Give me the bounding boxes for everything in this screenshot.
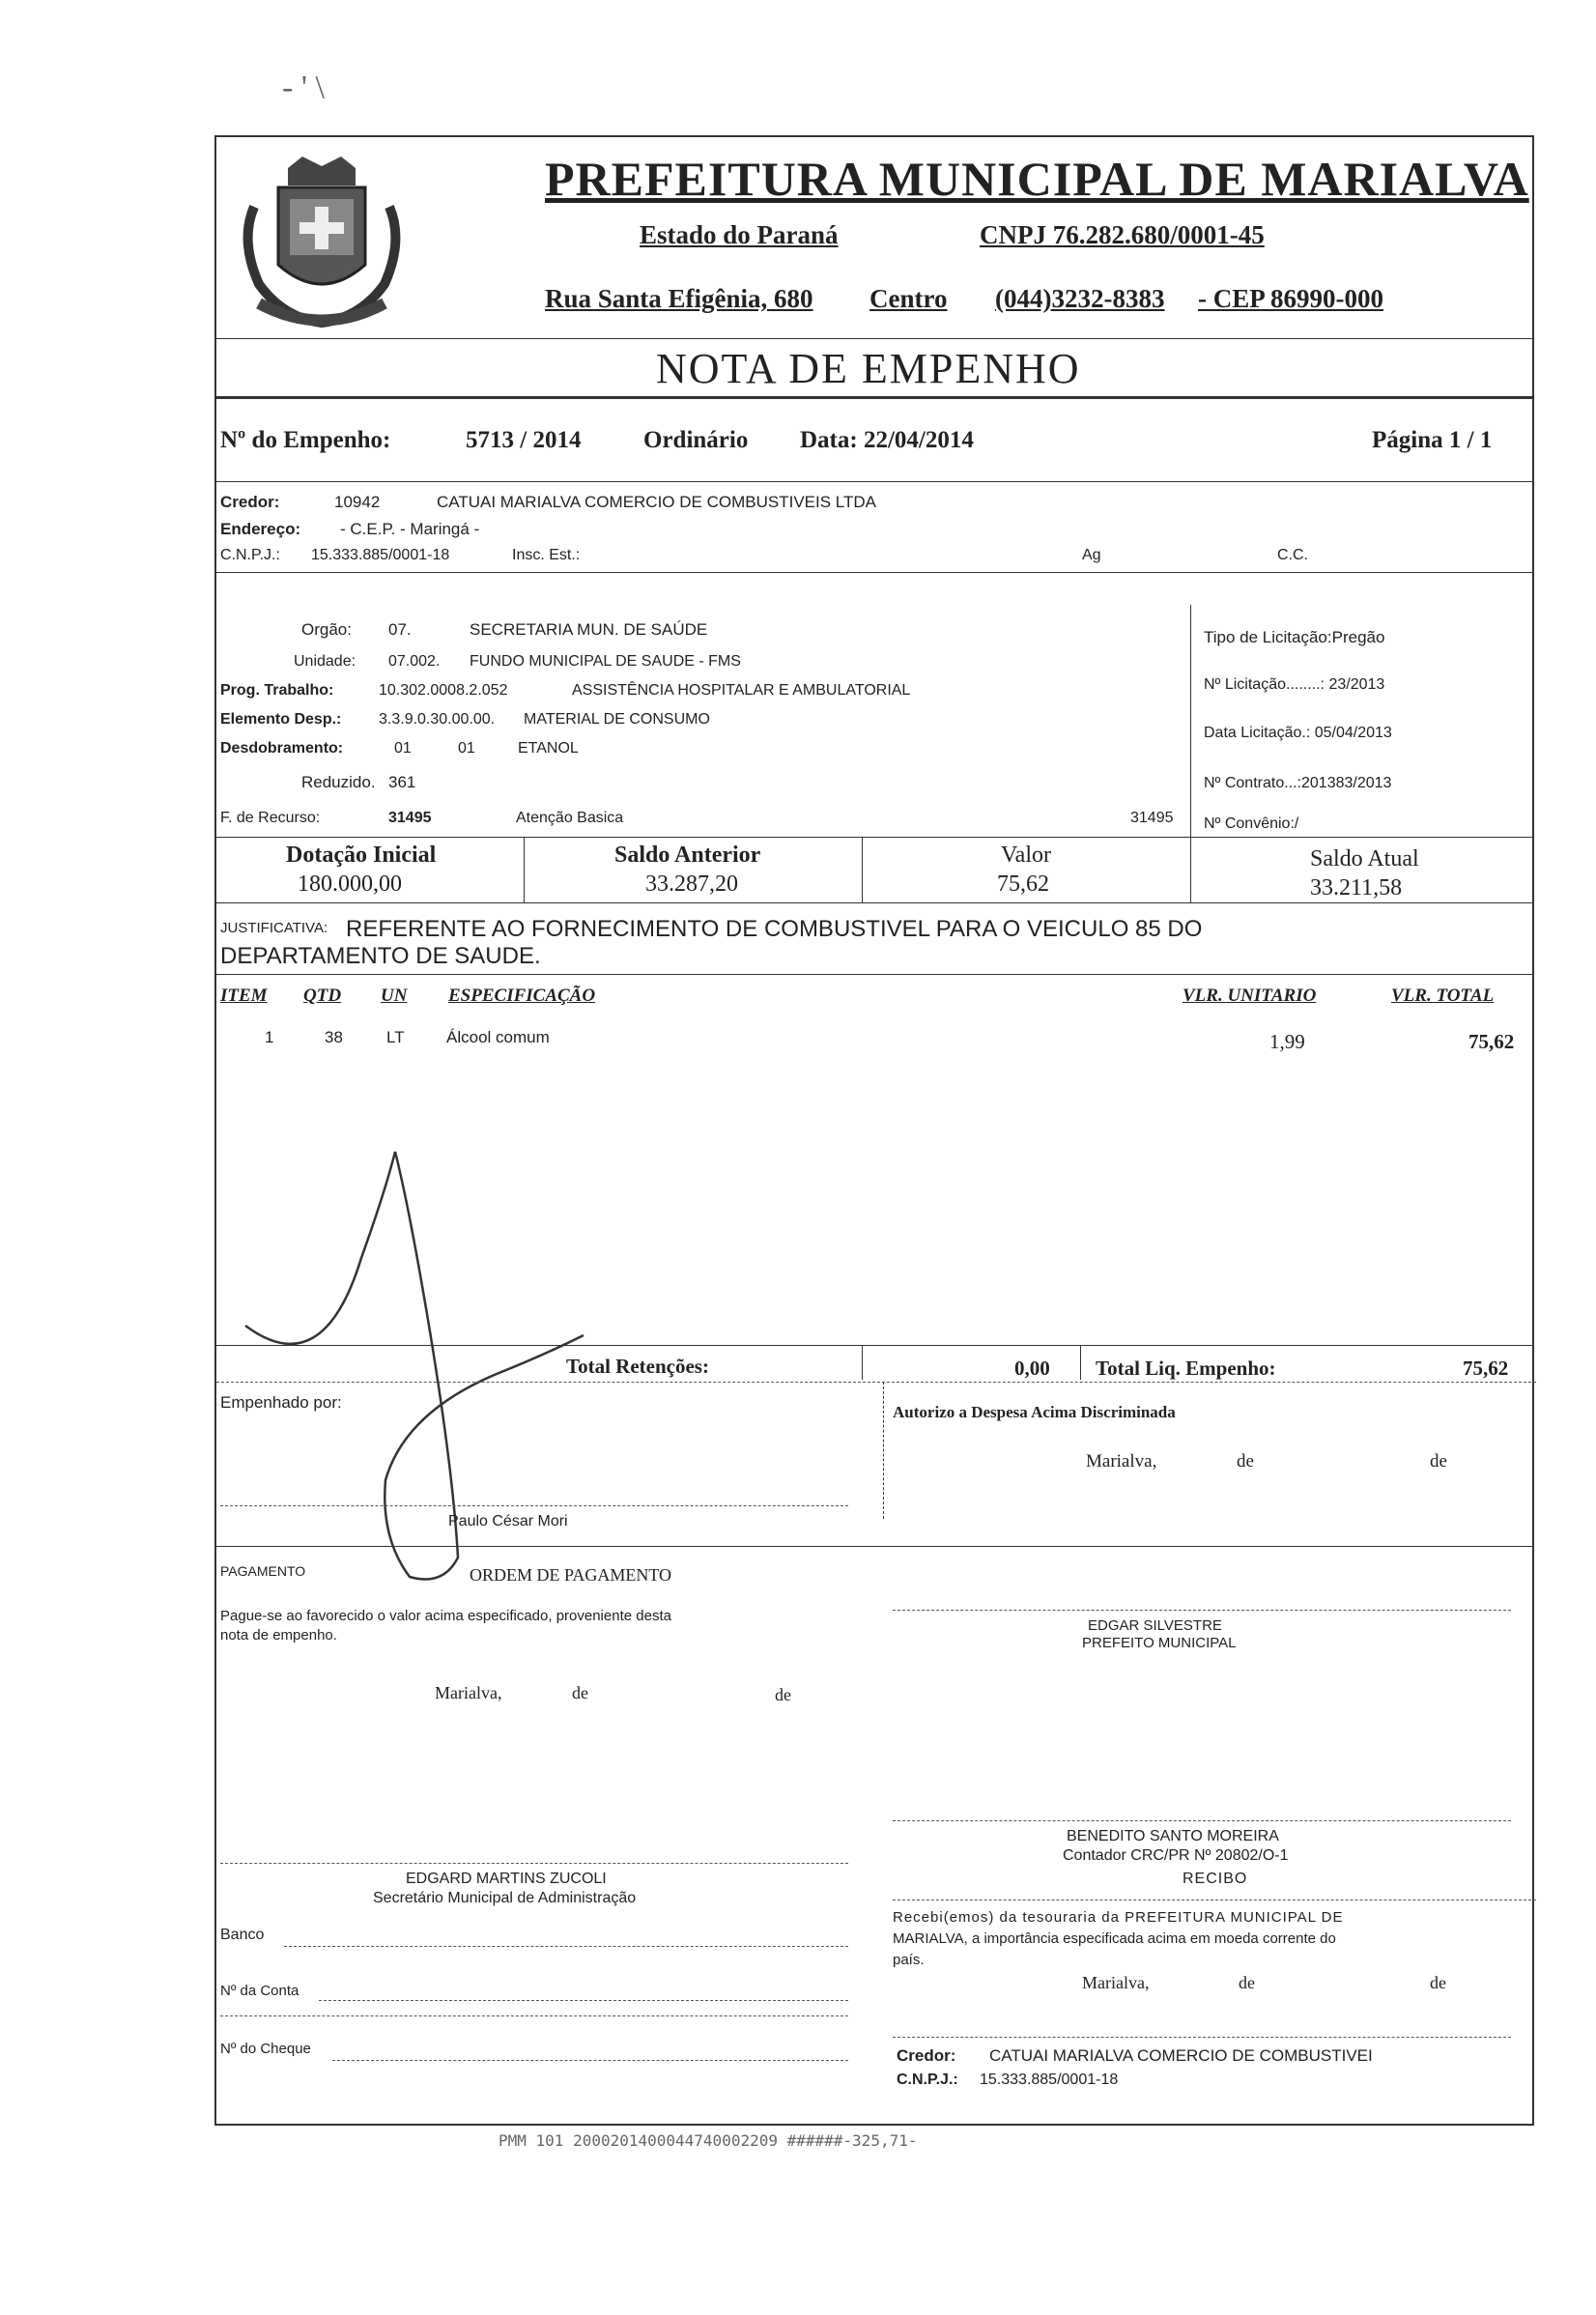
numero-convenio: Nº Convênio:/ bbox=[1204, 815, 1299, 832]
saldo-anterior-label: Saldo Anterior bbox=[614, 843, 761, 868]
creditor-ag-label: Ag bbox=[1082, 547, 1101, 563]
empenho-number-label: Nº do Empenho: bbox=[220, 427, 391, 453]
contador-name: BENEDITO SANTO MOREIRA bbox=[1067, 1828, 1279, 1844]
creditor-cnpj: 15.333.885/0001-18 bbox=[311, 547, 450, 563]
col-vlr-total: VLR. TOTAL bbox=[1391, 986, 1495, 1006]
fonte-desc: Atenção Basica bbox=[516, 810, 624, 826]
elemento: 3.3.9.0.30.00.00. bbox=[379, 711, 496, 728]
reduzido: 361 bbox=[388, 773, 416, 791]
justificativa-line1: REFERENTE AO FORNECIMENTO DE COMBUSTIVEL PARA O VEICULO 85 DO bbox=[346, 916, 1203, 942]
col-item: ITEM bbox=[220, 986, 268, 1006]
item-un: LT bbox=[386, 1028, 405, 1046]
numero-licitacao: Nº Licitação........: 23/2013 bbox=[1204, 676, 1385, 693]
ordem-pagamento-title: ORDEM DE PAGAMENTO bbox=[470, 1565, 672, 1585]
empenho-number: 5713 / 2014 bbox=[466, 427, 582, 453]
saldo-atual-label: Saldo Atual bbox=[1310, 846, 1419, 872]
item-number: 1 bbox=[265, 1028, 274, 1046]
orgao-desc: SECRETARIA MUN. DE SAÚDE bbox=[470, 620, 708, 639]
fonte-code: 31495 bbox=[1130, 810, 1174, 826]
recibo-credor: CATUAI MARIALVA COMERCIO DE COMBUSTIVEI bbox=[989, 2046, 1373, 2065]
creditor-cnpj-label: C.N.P.J.: bbox=[220, 547, 280, 563]
pagamento-de1: de bbox=[572, 1683, 588, 1702]
pagamento-place: Marialva, bbox=[435, 1683, 502, 1702]
desdobramento-label: Desdobramento: bbox=[220, 740, 344, 757]
pagamento-text2: nota de empenho. bbox=[220, 1627, 337, 1643]
unidade-label: Unidade: bbox=[294, 653, 356, 670]
scan-mark: - ' \ bbox=[282, 70, 325, 105]
prog-label: Prog. Trabalho: bbox=[220, 682, 334, 699]
numero-contrato: Nº Contrato...:201383/2013 bbox=[1204, 775, 1392, 791]
recibo-text2: MARIALVA, a importância especificada acima em moeda corrente do bbox=[893, 1930, 1336, 1947]
creditor-code: 10942 bbox=[334, 493, 381, 511]
recibo-title: RECIBO bbox=[1183, 1871, 1248, 1887]
banco-label: Banco bbox=[220, 1927, 265, 1943]
valor: 75,62 bbox=[997, 872, 1049, 897]
empenhado-signer: Paulo César Mori bbox=[448, 1513, 568, 1529]
saldo-atual: 33.211,58 bbox=[1310, 875, 1403, 900]
item-unit-value: 1,99 bbox=[1269, 1030, 1305, 1053]
pagamento-de2: de bbox=[775, 1685, 791, 1704]
creditor-address: - C.E.P. - Maringá - bbox=[340, 520, 480, 538]
recibo-de1: de bbox=[1239, 1973, 1255, 1992]
desdobramento-b: 01 bbox=[458, 740, 475, 757]
orgao-label: Orgão: bbox=[301, 620, 352, 639]
creditor-label: Credor: bbox=[220, 493, 280, 511]
secretario-name: EDGARD MARTINS ZUCOLI bbox=[406, 1871, 607, 1887]
footer-code: PMM 101 2000201400044740002209 ######-325,71- bbox=[499, 2131, 918, 2150]
contador-role: Contador CRC/PR Nº 20802/O-1 bbox=[1063, 1847, 1289, 1864]
unidade-desc: FUNDO MUNICIPAL DE SAUDE - FMS bbox=[470, 653, 741, 670]
cep: - CEP 86990-000 bbox=[1198, 284, 1383, 313]
address: Rua Santa Efigênia, 680 bbox=[545, 284, 813, 313]
total-liquido-label: Total Liq. Empenho: bbox=[1096, 1357, 1276, 1380]
recibo-credor-label: Credor: bbox=[897, 2046, 956, 2065]
total-retencoes-label: Total Retenções: bbox=[566, 1355, 709, 1378]
recibo-text1: Recebi(emos) da tesouraria da PREFEITURA MUNICIPAL DE bbox=[893, 1909, 1344, 1926]
prog: 10.302.0008.2.052 bbox=[379, 682, 508, 699]
autorizo-label: Autorizo a Despesa Acima Discriminada bbox=[893, 1403, 1176, 1421]
col-especificacao: ESPECIFICAÇÃO bbox=[448, 986, 596, 1006]
pagamento-label: PAGAMENTO bbox=[220, 1563, 306, 1579]
unidade: 07.002. bbox=[388, 653, 441, 670]
total-liquido: 75,62 bbox=[1463, 1357, 1509, 1380]
justificativa-label: JUSTIFICATIVA: bbox=[220, 920, 328, 936]
creditor-name: CATUAI MARIALVA COMERCIO DE COMBUSTIVEIS LTDA bbox=[437, 493, 876, 511]
col-qtd: QTD bbox=[303, 986, 342, 1006]
phone: (044)3232-8383 bbox=[995, 284, 1165, 313]
recibo-cnpj-label: C.N.P.J.: bbox=[897, 2072, 958, 2088]
prog-desc: ASSISTÊNCIA HOSPITALAR E AMBULATORIAL bbox=[572, 682, 911, 699]
recibo-de2: de bbox=[1430, 1973, 1446, 1992]
empenho-type: Ordinário bbox=[643, 427, 749, 453]
desdobramento-a: 01 bbox=[394, 740, 412, 757]
orgao: 07. bbox=[388, 620, 412, 639]
state-name: Estado do Paraná bbox=[640, 220, 839, 249]
coat-of-arms-icon bbox=[230, 149, 413, 332]
tipo-licitacao: Tipo de Licitação:Pregão bbox=[1204, 628, 1385, 646]
elemento-desc: MATERIAL DE CONSUMO bbox=[524, 711, 710, 728]
fonte: 31495 bbox=[388, 810, 432, 826]
district: Centro bbox=[869, 284, 948, 313]
dotacao-label: Dotação Inicial bbox=[286, 843, 437, 868]
cheque-label: Nº do Cheque bbox=[220, 2041, 311, 2057]
valor-label: Valor bbox=[1001, 843, 1051, 868]
document-title: NOTA DE EMPENHO bbox=[656, 345, 1081, 392]
municipality-cnpj: CNPJ 76.282.680/0001-45 bbox=[980, 220, 1265, 249]
data-licitacao: Data Licitação.: 05/04/2013 bbox=[1204, 725, 1392, 741]
reduzido-label: Reduzido. bbox=[301, 773, 376, 791]
prefeito-name: EDGAR SILVESTRE bbox=[1088, 1617, 1222, 1634]
justificativa-line2: DEPARTAMENTO DE SAUDE. bbox=[220, 943, 541, 969]
autorizo-de2: de bbox=[1430, 1451, 1447, 1472]
item-spec: Álcool comum bbox=[446, 1028, 550, 1046]
secretario-role: Secretário Municipal de Administração bbox=[373, 1890, 637, 1906]
col-un: UN bbox=[381, 986, 408, 1006]
autorizo-place: Marialva, bbox=[1086, 1451, 1157, 1472]
conta-label: Nº da Conta bbox=[220, 1983, 299, 1999]
fonte-label: F. de Recurso: bbox=[220, 810, 321, 826]
col-vlr-unitario: VLR. UNITARIO bbox=[1183, 986, 1317, 1006]
desdobramento-desc: ETANOL bbox=[518, 740, 579, 757]
total-retencoes: 0,00 bbox=[1014, 1357, 1050, 1380]
recibo-text3: país. bbox=[893, 1952, 925, 1968]
creditor-address-label: Endereço: bbox=[220, 520, 301, 538]
empenho-date: Data: 22/04/2014 bbox=[800, 427, 974, 453]
item-qtd: 38 bbox=[325, 1028, 343, 1046]
elemento-label: Elemento Desp.: bbox=[220, 711, 342, 728]
autorizo-de1: de bbox=[1237, 1451, 1254, 1472]
municipality-title: PREFEITURA MUNICIPAL DE MARIALVA bbox=[545, 152, 1529, 206]
creditor-cc-label: C.C. bbox=[1277, 547, 1308, 563]
prefeito-role: PREFEITO MUNICIPAL bbox=[1082, 1635, 1237, 1651]
nota-empenho-form bbox=[214, 135, 1534, 2126]
empenhado-label: Empenhado por: bbox=[220, 1393, 342, 1412]
item-total-value: 75,62 bbox=[1468, 1030, 1515, 1053]
pagamento-text1: Pague-se ao favorecido o valor acima especificado, proveniente desta bbox=[220, 1608, 671, 1624]
dotacao-inicial: 180.000,00 bbox=[298, 872, 402, 897]
recibo-place: Marialva, bbox=[1082, 1973, 1150, 1992]
recibo-cnpj: 15.333.885/0001-18 bbox=[980, 2072, 1119, 2088]
creditor-ie-label: Insc. Est.: bbox=[512, 547, 581, 563]
page-number: Página 1 / 1 bbox=[1372, 427, 1493, 453]
saldo-anterior: 33.287,20 bbox=[645, 872, 738, 897]
